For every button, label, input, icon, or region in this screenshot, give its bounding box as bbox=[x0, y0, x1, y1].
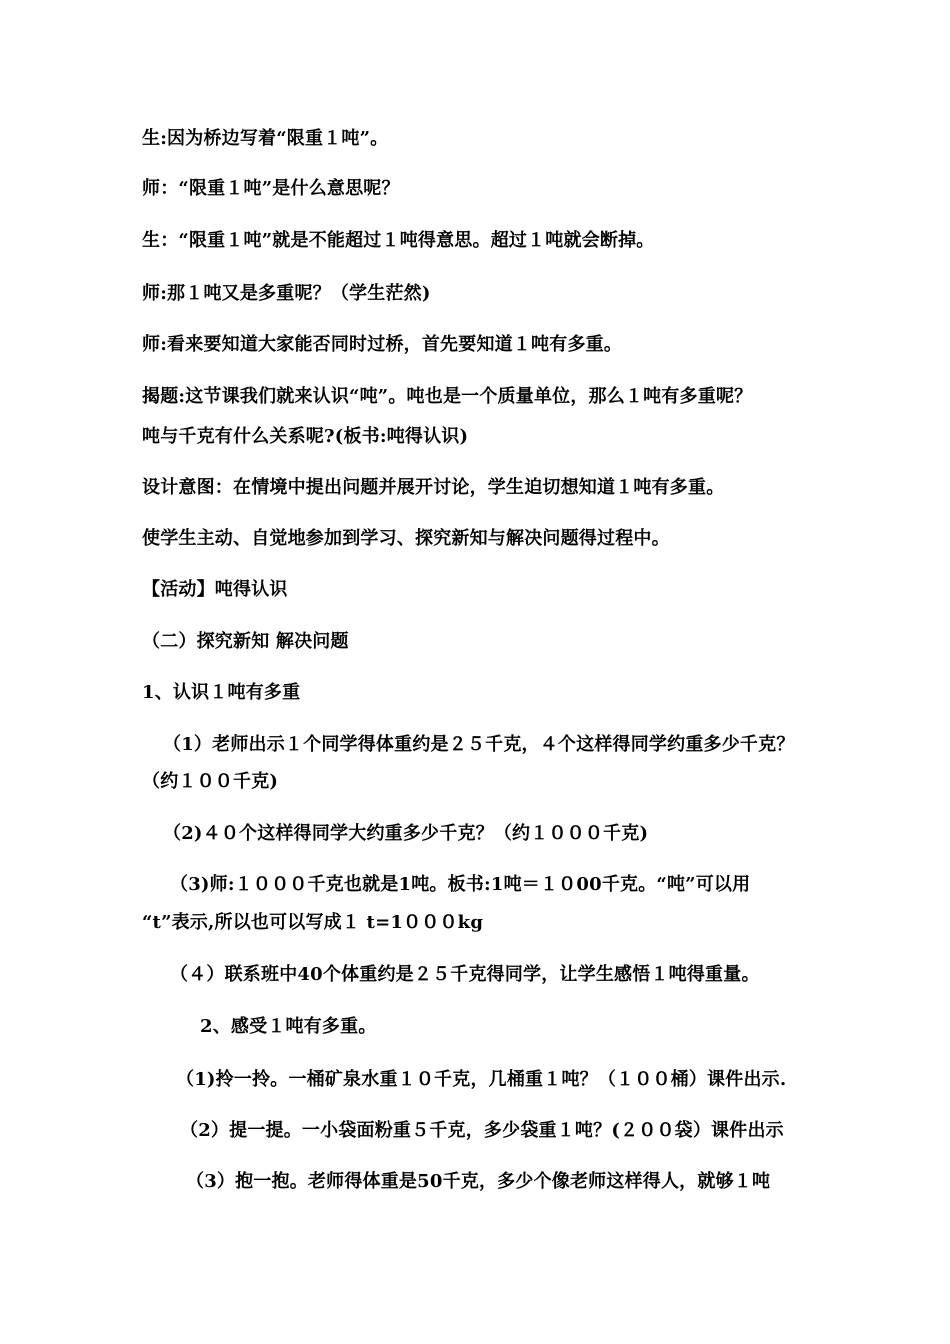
text-line: （2）提一提。一小袋面粉重５千克，多少袋重１吨？(２００袋）课件出示 bbox=[180, 1120, 784, 1141]
text-line: “t”表示,所以也可以写成１ t=1０００kg bbox=[142, 912, 484, 933]
text-line: 师:看来要知道大家能否同时过桥，首先要知道１吨有多重。 bbox=[142, 334, 623, 355]
text-line: 设计意图：在情境中提出问题并展开讨论，学生迫切想知道１吨有多重。 bbox=[142, 477, 725, 498]
text-line: （3）抱一抱。老师得体重是50千克，多少个像老师这样得人，就够１吨 bbox=[186, 1171, 771, 1192]
text-line: （2)４０个这样得同学大约重多少千克？（约１０００千克) bbox=[163, 823, 649, 844]
text-line: 师:那１吨又是多重呢？（学生茫然) bbox=[142, 283, 431, 304]
text-line: 揭题:这节课我们就来认识“吨”。吨也是一个质量单位，那么１吨有多重呢？ bbox=[142, 386, 753, 407]
text-line: （约１００千克) bbox=[142, 771, 279, 792]
section-heading: 1、认识１吨有多重 bbox=[142, 682, 301, 703]
text-line: 使学生主动、自觉地参加到学习、探究新知与解决问题得过程中。 bbox=[142, 528, 670, 549]
text-line: 吨与千克有什么关系呢?(板书:吨得认识) bbox=[142, 426, 469, 447]
text-line: （1)拎一拎。一桶矿泉水重１０千克，几桶重１吨？（１００桶）课件出示. bbox=[176, 1069, 787, 1090]
text-line: （1）老师出示１个同学得体重约是２５千克，４个这样得同学约重多少千克？ bbox=[163, 734, 795, 755]
text-line: （3)师:１０００千克也就是1吨。板书:1吨＝１０00千克。“吨”可以用 bbox=[170, 874, 751, 895]
text-line: 师：“限重１吨”是什么意思呢？ bbox=[142, 178, 400, 199]
text-line: 生:因为桥边写着“限重１吨”。 bbox=[142, 128, 389, 149]
text-line: （４）联系班中40个体重约是２５千克得同学，让学生感悟１吨得重量。 bbox=[170, 964, 760, 985]
text-line: 生：“限重１吨”就是不能超过１吨得意思。超过１吨就会断掉。 bbox=[142, 230, 655, 251]
section-heading: 2、感受１吨有多重。 bbox=[200, 1016, 377, 1037]
section-heading: （二）探究新知 解决问题 bbox=[142, 631, 349, 652]
section-heading: 【活动】吨得认识 bbox=[142, 579, 288, 600]
